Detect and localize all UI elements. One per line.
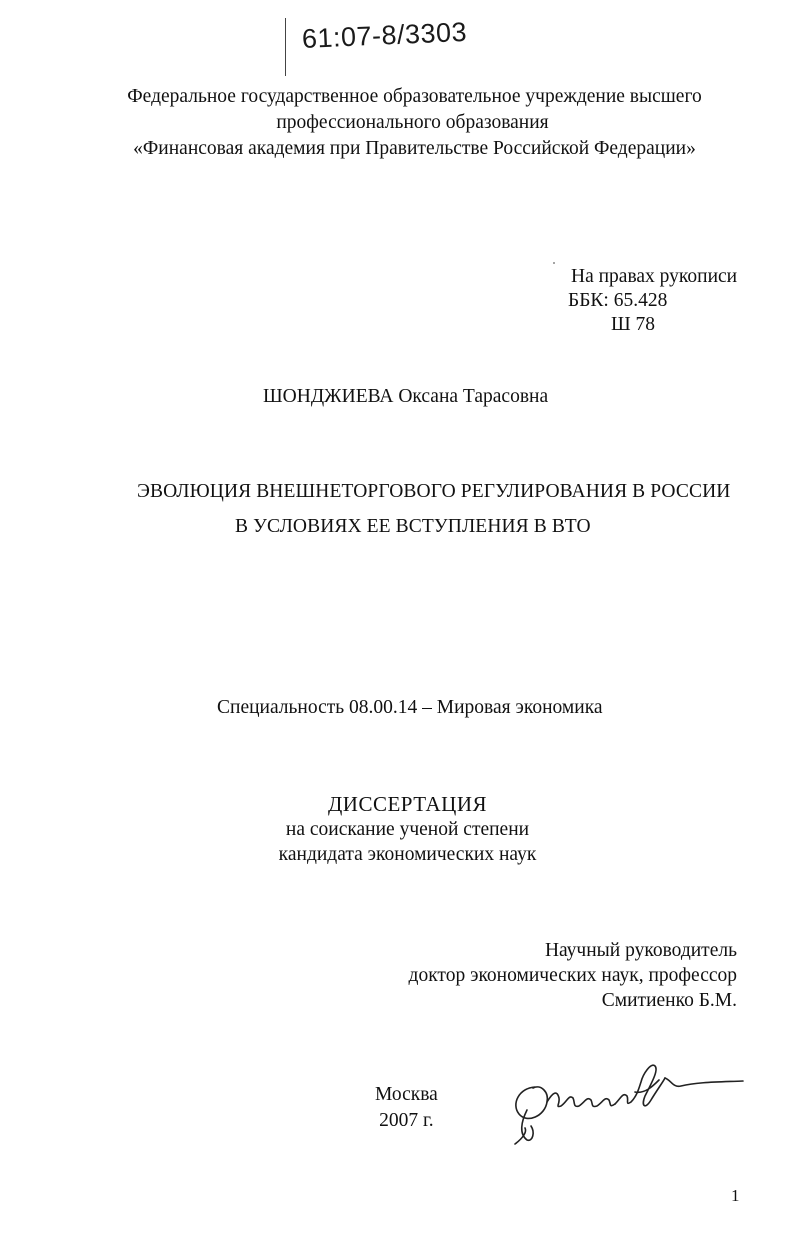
author-sign-code: Ш 78 <box>611 314 656 335</box>
organization-line-1: Федеральное государственное образовательное учреждение высшего <box>127 86 702 107</box>
organization-line-2: профессионального образования <box>276 112 549 133</box>
degree-purpose: на соискание ученой степени <box>285 819 530 840</box>
manuscript-rights: На правах рукописи <box>571 266 738 287</box>
registration-number: 61:07-8/3303 <box>301 16 468 54</box>
city: Москва <box>375 1084 438 1105</box>
handwritten-signature <box>505 1052 750 1152</box>
page-number: 1 <box>731 1186 740 1205</box>
thesis-title-line-2: В УСЛОВИЯХ ЕЕ ВСТУПЛЕНИЯ В ВТО <box>235 516 591 537</box>
dissertation-block <box>0 792 795 867</box>
supervisor-role: Научный руководитель <box>544 940 737 961</box>
organization-header <box>0 84 795 162</box>
stamp-vertical-line <box>285 18 286 76</box>
dissertation-heading: ДИССЕРТАЦИЯ <box>327 792 488 816</box>
organization-line-3: «Финансовая академия при Правительстве Российской Федерации» <box>133 138 696 159</box>
year: 2007 г. <box>379 1110 434 1131</box>
city-year-block <box>375 1082 438 1134</box>
supervisor-name: Смитиенко Б.М. <box>601 990 737 1011</box>
author-name: ШОНДЖИЕВА Оксана Тарасовна <box>263 386 549 407</box>
thesis-title-line-1: ЭВОЛЮЦИЯ ВНЕШНЕТОРГОВОГО РЕГУЛИРОВАНИЯ В РОССИИ <box>137 481 731 502</box>
specialty: Специальность 08.00.14 – Мировая экономика <box>217 697 603 718</box>
degree-name: кандидата экономических наук <box>278 844 537 865</box>
bbk-code: ББК: 65.428 <box>568 290 668 311</box>
supervisor-degree: доктор экономических наук, профессор <box>408 965 737 986</box>
supervisor-block <box>409 938 737 1013</box>
scan-speck <box>553 262 555 264</box>
